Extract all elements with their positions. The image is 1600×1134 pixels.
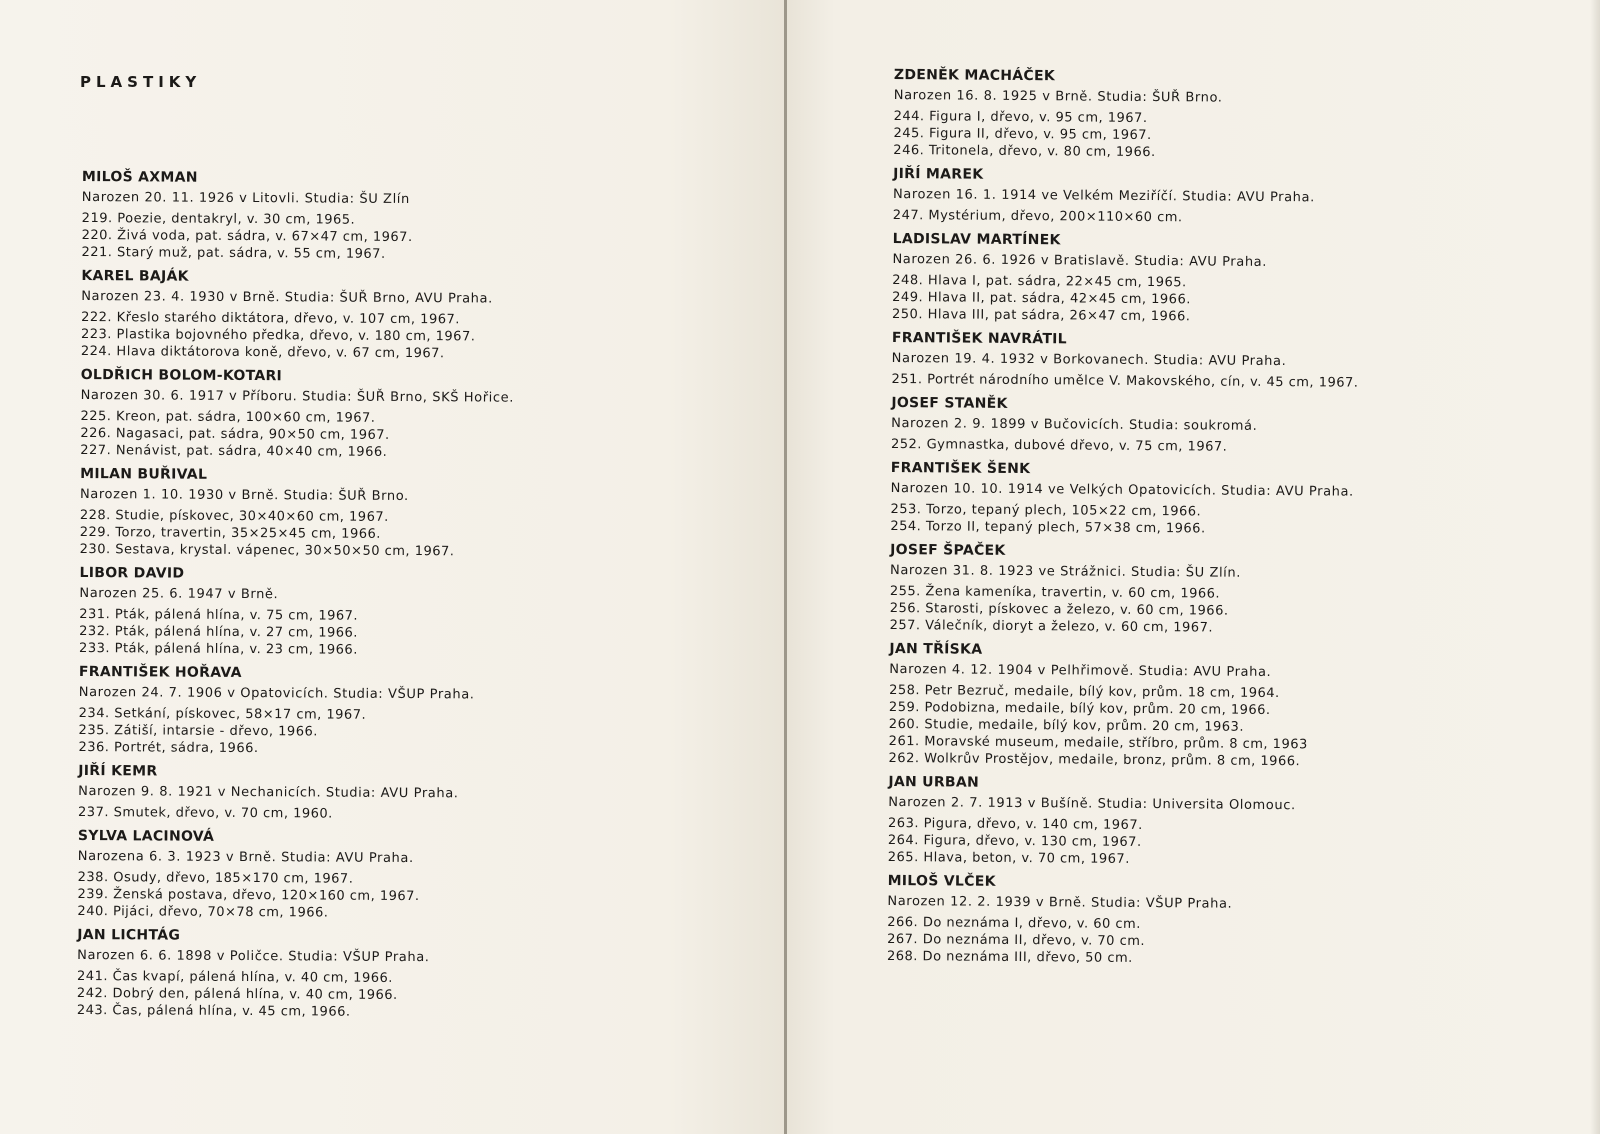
work-item: 268. Do neznáma III, dřevo, 50 cm. bbox=[886, 948, 1133, 966]
works-list bbox=[81, 309, 761, 364]
works-list bbox=[893, 108, 1573, 164]
work-item: 245. Figura II, dřevo, v. 95 cm, 1967. bbox=[893, 125, 1152, 144]
work-item: 255. Žena kameníka, travertin, v. 60 cm, 1966. bbox=[889, 583, 1221, 602]
work-item: 242. Dobrý den, pálená hlína, v. 40 cm, 1966. bbox=[76, 985, 398, 1003]
work-item: 228. Studie, pískovec, 30×40×60 cm, 1967. bbox=[79, 507, 389, 525]
artist-name: OLDŘICH BOLOM-KOTARI bbox=[80, 366, 283, 385]
work-item: 263. Pigura, dřevo, v. 140 cm, 1967. bbox=[887, 815, 1143, 833]
artist-name: KAREL BAJÁK bbox=[81, 267, 189, 285]
artist-entry bbox=[80, 366, 761, 469]
work-item: 236. Portrét, sádra, 1966. bbox=[78, 739, 259, 757]
artist-bio: Narozen 26. 6. 1926 v Bratislavě. Studia: AVU Praha. bbox=[892, 251, 1268, 270]
artist-bio: Narozen 12. 2. 1939 v Brně. Studia: VŠUP Praha. bbox=[887, 893, 1233, 912]
artist-entry bbox=[78, 663, 759, 766]
work-item: 233. Pták, pálená hlína, v. 23 cm, 1966. bbox=[79, 640, 358, 658]
left-page bbox=[0, 0, 786, 1134]
artist-entry bbox=[77, 926, 758, 1029]
artist-entry bbox=[79, 564, 760, 667]
artist-entry bbox=[81, 267, 762, 370]
work-item: 231. Pták, pálená hlína, v. 75 cm, 1967. bbox=[79, 606, 359, 624]
work-item: 261. Moravské museum, medaile, stříbro, prům. 8 cm, 1963 bbox=[888, 733, 1308, 753]
work-item: 265. Hlava, beton, v. 70 cm, 1967. bbox=[887, 849, 1130, 867]
artist-entry bbox=[891, 394, 1571, 464]
works-list bbox=[77, 968, 757, 1023]
work-item: 253. Torzo, tepaný plech, 105×22 cm, 1966. bbox=[890, 501, 1202, 520]
works-list bbox=[77, 869, 757, 924]
artist-entry bbox=[893, 165, 1573, 235]
artist-entry bbox=[889, 541, 1570, 645]
artist-bio: Narozen 19. 4. 1932 v Borkovanech. Studia: AVU Praha. bbox=[891, 350, 1287, 370]
book-gutter bbox=[784, 0, 787, 1134]
work-item: 267. Do neznáma II, dřevo, v. 70 cm. bbox=[887, 931, 1146, 949]
work-item: 257. Válečník, dioryt a železo, v. 60 cm, 1967. bbox=[889, 617, 1214, 636]
work-item: 262. Wolkrův Prostějov, medaile, bronz, prům. 8 cm, 1966. bbox=[888, 750, 1301, 770]
works-list bbox=[888, 815, 1568, 871]
work-item: 264. Figura, dřevo, v. 130 cm, 1967. bbox=[887, 832, 1142, 850]
work-item: 247. Mystérium, dřevo, 200×110×60 cm. bbox=[892, 207, 1183, 226]
work-item: 256. Starosti, pískovec a železo, v. 60 cm, 1966. bbox=[889, 600, 1229, 619]
right-column bbox=[887, 66, 1574, 976]
work-item: 250. Hlava III, pat sádra, 26×47 cm, 1966. bbox=[891, 306, 1191, 325]
works-list bbox=[887, 914, 1567, 970]
work-item: 252. Gymnastka, dubové dřevo, v. 75 cm, 1967. bbox=[890, 436, 1228, 455]
artist-entry bbox=[887, 872, 1568, 976]
work-item: 223. Plastika bojovného předka, dřevo, v. 180 cm, 1967. bbox=[80, 326, 476, 345]
artist-bio: Narozen 16. 1. 1914 ve Velkém Meziříčí. Studia: AVU Praha. bbox=[892, 186, 1315, 206]
artist-bio: Narozena 6. 3. 1923 v Brně. Studia: AVU Praha. bbox=[77, 848, 414, 867]
artist-name: MILOŠ VLČEK bbox=[887, 872, 996, 890]
artist-entry bbox=[888, 640, 1569, 778]
works-list bbox=[80, 507, 760, 562]
artist-entry bbox=[81, 168, 762, 271]
artist-bio: Narozen 6. 6. 1898 v Poličce. Studia: VŠUP Praha. bbox=[77, 947, 430, 966]
artist-bio: Narozen 23. 4. 1930 v Brně. Studia: ŠUŘ Brno, AVU Praha. bbox=[81, 288, 493, 307]
artist-name: LIBOR DAVID bbox=[79, 564, 185, 582]
artist-name: FRANTIŠEK ŠENK bbox=[890, 459, 1031, 478]
artist-name: JAN LICHTÁG bbox=[77, 926, 181, 944]
works-list bbox=[79, 606, 759, 661]
artist-entry bbox=[77, 827, 758, 930]
works-list bbox=[890, 583, 1570, 639]
left-column bbox=[77, 168, 762, 1029]
artist-entry bbox=[891, 329, 1571, 399]
work-item: 227. Nenávist, pat. sádra, 40×40 cm, 1966. bbox=[80, 442, 388, 460]
work-item: 225. Kreon, pat. sádra, 100×60 cm, 1967. bbox=[80, 408, 376, 426]
work-item: 222. Křeslo starého diktátora, dřevo, v. 107 cm, 1967. bbox=[81, 309, 460, 328]
work-item: 266. Do neznáma I, dřevo, v. 60 cm. bbox=[887, 914, 1141, 932]
artist-name: SYLVA LACINOVÁ bbox=[77, 827, 215, 845]
artist-entry bbox=[888, 773, 1569, 877]
work-item: 219. Poezie, dentakryl, v. 30 cm, 1965. bbox=[81, 210, 356, 228]
artist-bio: Narozen 4. 12. 1904 v Pelhřimově. Studia: AVU Praha. bbox=[889, 661, 1272, 680]
works-list bbox=[892, 272, 1572, 328]
work-item: 260. Studie, medaile, bílý kov, prům. 20 cm, 1963. bbox=[888, 716, 1245, 735]
works-list bbox=[78, 705, 758, 760]
works-list bbox=[890, 501, 1570, 540]
artist-bio: Narozen 16. 8. 1925 v Brně. Studia: ŠUŘ Brno. bbox=[893, 87, 1223, 106]
artist-bio: Narozen 9. 8. 1921 v Nechanicích. Studia: AVU Praha. bbox=[78, 783, 459, 802]
work-item: 240. Pijáci, dřevo, 70×78 cm, 1966. bbox=[77, 903, 329, 921]
work-item: 226. Nagasaci, pat. sádra, 90×50 cm, 1967. bbox=[80, 425, 390, 443]
artist-bio: Narozen 2. 7. 1913 v Bušíně. Studia: Universita Olomouc. bbox=[888, 794, 1296, 814]
artist-entry bbox=[893, 66, 1574, 170]
artist-name: JAN TŘÍSKA bbox=[889, 640, 983, 658]
work-item: 254. Torzo II, tepaný plech, 57×38 cm, 1966. bbox=[890, 518, 1206, 537]
artist-entry bbox=[80, 465, 761, 568]
artist-name: LADISLAV MARTÍNEK bbox=[892, 230, 1061, 249]
artist-name: JOSEF ŠPAČEK bbox=[890, 541, 1006, 559]
work-item: 224. Hlava diktátorova koně, dřevo, v. 67 cm, 1967. bbox=[80, 343, 445, 362]
work-item: 235. Zátiší, intarsie - dřevo, 1966. bbox=[78, 722, 318, 740]
work-item: 249. Hlava II, pat. sádra, 42×45 cm, 1966. bbox=[892, 289, 1191, 308]
artist-entry bbox=[892, 230, 1573, 334]
artist-entry bbox=[78, 762, 758, 831]
artist-bio: Narozen 25. 6. 1947 v Brně. bbox=[79, 585, 279, 603]
artist-bio: Narozen 10. 10. 1914 ve Velkých Opatovicích. Studia: AVU Praha. bbox=[890, 480, 1354, 500]
page-edge bbox=[1590, 0, 1600, 1134]
artist-bio: Narozen 24. 7. 1906 v Opatovicích. Studia: VŠUP Praha. bbox=[78, 684, 475, 703]
work-item: 246. Tritonela, dřevo, v. 80 cm, 1966. bbox=[893, 142, 1156, 161]
work-item: 237. Smutek, dřevo, v. 70 cm, 1960. bbox=[78, 804, 333, 822]
artist-name: ZDENĚK MACHÁČEK bbox=[893, 66, 1056, 85]
work-item: 234. Setkání, pískovec, 58×17 cm, 1967. bbox=[78, 705, 367, 723]
artist-bio: Narozen 31. 8. 1923 ve Strážnici. Studia: ŠU Zlín. bbox=[889, 562, 1242, 581]
artist-bio: Narozen 2. 9. 1899 v Bučovicích. Studia: soukromá. bbox=[891, 415, 1258, 434]
work-item: 238. Osudy, dřevo, 185×170 cm, 1967. bbox=[77, 869, 354, 887]
work-item: 239. Ženská postava, dřevo, 120×160 cm, 1967. bbox=[77, 886, 420, 905]
work-item: 243. Čas, pálená hlína, v. 45 cm, 1966. bbox=[76, 1002, 351, 1020]
work-item: 248. Hlava I, pat. sádra, 22×45 cm, 1965. bbox=[892, 272, 1187, 291]
artist-name: JIŘÍ MAREK bbox=[893, 165, 984, 183]
work-item: 241. Čas kvapí, pálená hlína, v. 40 cm, 1966. bbox=[77, 968, 393, 986]
works-list bbox=[888, 682, 1569, 772]
works-list bbox=[81, 210, 761, 265]
artist-name: FRANTIŠEK NAVRÁTIL bbox=[891, 329, 1067, 348]
work-item: 232. Pták, pálená hlína, v. 27 cm, 1966. bbox=[79, 623, 359, 641]
work-item: 258. Petr Bezruč, medaile, bílý kov, prům. 18 cm, 1964. bbox=[889, 682, 1280, 702]
work-item: 220. Živá voda, pat. sádra, v. 67×47 cm, 1967. bbox=[81, 227, 413, 246]
artist-name: MILOŠ AXMAN bbox=[81, 168, 198, 186]
artist-name: FRANTIŠEK HOŘAVA bbox=[78, 663, 242, 681]
artist-bio: Narozen 1. 10. 1930 v Brně. Studia: ŠUŘ Brno. bbox=[79, 486, 409, 505]
artist-bio: Narozen 30. 6. 1917 v Příboru. Studia: ŠUŘ Brno, SKŠ Hořice. bbox=[80, 387, 515, 406]
artist-name: MILAN BUŘIVAL bbox=[80, 465, 208, 483]
work-item: 221. Starý muž, pat. sádra, v. 55 cm, 1967. bbox=[81, 244, 386, 262]
artist-name: JAN URBAN bbox=[888, 773, 980, 791]
work-item: 230. Sestava, krystal. vápenec, 30×50×50 cm, 1967. bbox=[79, 541, 455, 560]
work-item: 229. Torzo, travertin, 35×25×45 cm, 1966. bbox=[79, 524, 381, 542]
works-list bbox=[80, 408, 760, 463]
section-title: PLASTIKY bbox=[80, 73, 202, 91]
work-item: 244. Figura I, dřevo, v. 95 cm, 1967. bbox=[893, 108, 1148, 126]
artist-name: JOSEF STANĚK bbox=[891, 394, 1008, 412]
artist-bio: Narozen 20. 11. 1926 v Litovli. Studia: ŠU Zlín bbox=[81, 189, 410, 208]
artist-entry bbox=[890, 459, 1571, 546]
artist-name: JIŘÍ KEMR bbox=[78, 762, 158, 780]
work-item: 251. Portrét národního umělce V. Makovského, cín, v. 45 cm, 1967. bbox=[891, 371, 1359, 391]
work-item: 259. Podobizna, medaile, bílý kov, prům. 20 cm, 1966. bbox=[888, 699, 1271, 718]
